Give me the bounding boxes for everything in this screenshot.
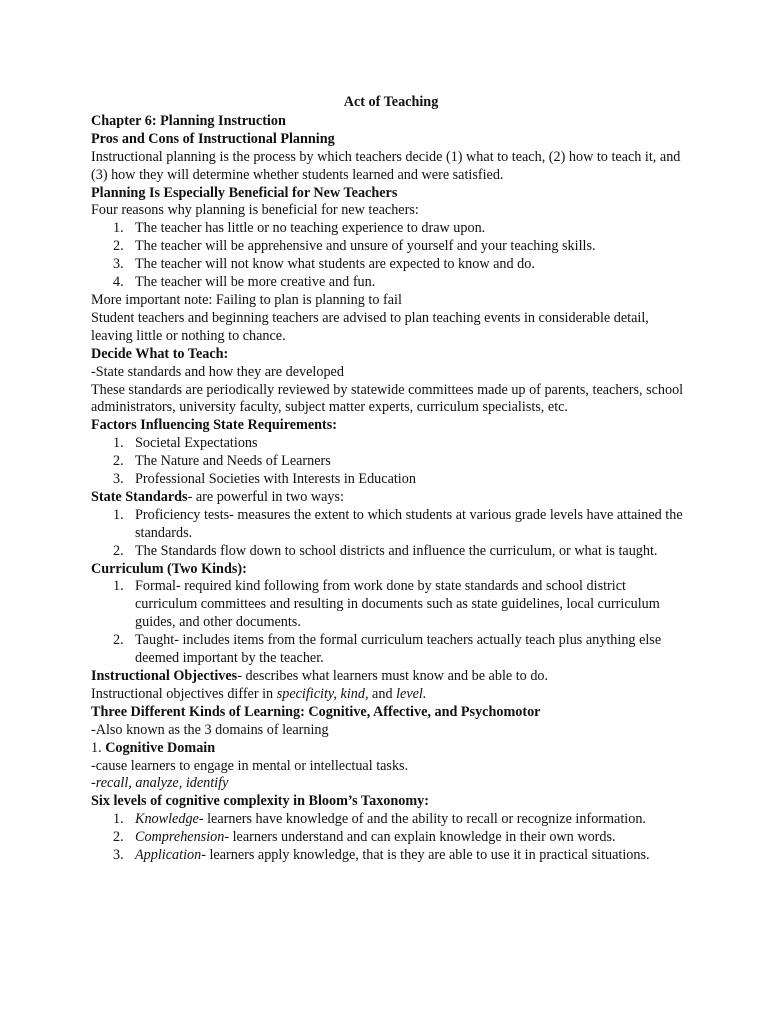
reasons-list [91,220,691,292]
list-item-text: Formal- required kind following from work done by state standards and school district curriculum committees and resulting in documents such as state guidelines, local curriculum guides, and other documents. [135,578,660,631]
list-item [91,578,691,632]
document-title: Act of Teaching [343,94,439,110]
cognitive-domain-line [91,740,691,758]
objectives-differ-italic: specificity, kind, [276,685,369,702]
objectives-paragraph [91,668,691,686]
curriculum-list [91,578,691,668]
curriculum-heading: Curriculum (Two Kinds): [91,560,247,577]
objectives-differ-line [91,686,691,704]
list-item-text: The teacher will be more creative and fun. [135,274,376,291]
list-item [91,471,691,489]
list-item [91,847,691,865]
list-item [91,435,691,453]
student-teachers-paragraph: Student teachers and beginning teachers are advised to plan teaching events in considerable detail, leaving little or nothing to chance. [91,309,649,344]
objectives-rest: - describes what learners must know and be able to do. [237,668,549,684]
document-content [91,94,691,865]
list-item [91,632,691,668]
level-desc: - learners have knowledge of and the ability to recall or recognize information. [198,811,646,828]
list-item-text: The teacher will be apprehensive and unsure of yourself and your teaching skills. [135,238,596,255]
list-number: 1. [113,506,124,523]
list-number: 2. [113,238,124,255]
standards-reviewed-paragraph: These standards are periodically reviewed by statewide committees made up of parents, teachers, school administrators, university faculty, subject matter experts, curriculum specialists, etc. [91,381,684,416]
four-reasons-text: Four reasons why planning is beneficial for new teachers: [91,202,419,219]
list-number: 1. [113,578,124,595]
list-item-text: The teacher has little or no teaching experience to draw upon. [135,220,486,237]
important-note: More important note: Failing to plan is planning to fail [91,291,402,308]
three-kinds-heading: Three Different Kinds of Learning: Cognitive, Affective, and Psychomotor [91,703,541,720]
list-number: 4. [113,274,124,291]
list-number: 3. [113,256,124,273]
list-item-text: The teacher will not know what students are expected to know and do. [135,256,535,273]
list-item [91,811,691,829]
list-number: 3. [113,471,124,488]
level-term: Knowledge [135,811,199,828]
level-desc: - learners understand and can explain knowledge in their own words. [224,829,616,846]
factors-heading: Factors Influencing State Requirements: [91,417,338,434]
list-item-text: The Standards flow down to school districts and influence the curriculum, or what is taught. [135,542,658,559]
state-standards-line: -State standards and how they are developed [91,363,344,380]
list-number: 1. [113,435,124,452]
three-domains-line: -Also known as the 3 domains of learning [91,721,329,738]
state-standards-paragraph [91,489,691,507]
level-term: Comprehension [135,829,225,846]
state-standards-term: State Standards [91,488,188,505]
list-number: 2. [113,542,124,559]
list-number: 2. [113,632,124,649]
decide-heading: Decide What to Teach: [91,345,229,362]
list-item [91,256,691,274]
list-number: 1. [113,811,124,828]
list-item-text: Taught- includes items from the formal curriculum teachers actually teach plus anything else deemed important by the teacher. [135,632,662,667]
list-item [91,274,691,292]
chapter-heading: Chapter 6: Planning Instruction [91,112,286,129]
level-term: Application [135,847,202,864]
cognitive-number: 1. [91,739,106,756]
beneficial-heading: Planning Is Especially Beneficial for New Teachers [91,184,398,201]
list-item [91,453,691,471]
levels-list [91,811,691,865]
list-item [91,543,691,561]
six-levels-heading: Six levels of cognitive complexity in Bloom’s Taxonomy: [91,793,429,810]
intro-paragraph: Instructional planning is the process by which teachers decide (1) what to teach, (2) how to teach it, and (3) how they will determine whether students learned and were satisfied. [91,148,681,183]
level-desc: - learners apply knowledge, that is they are able to use it in practical situations. [201,847,650,864]
list-number: 3. [113,847,124,864]
list-item-text: Proficiency tests- measures the extent to which students at various grade levels have attained the standards. [135,506,683,541]
objectives-differ-level: level. [396,685,427,702]
objectives-differ-text: Instructional objectives differ in [91,685,277,702]
list-item-text: Societal Expectations [135,435,258,452]
cognitive-heading: Cognitive Domain [105,739,216,756]
cognitive-desc: -cause learners to engage in mental or intellectual tasks. [91,757,409,774]
list-number: 1. [113,220,124,237]
objectives-differ-and: and [368,685,397,702]
list-item [91,507,691,543]
powerful-ways-list [91,507,691,561]
list-item [91,238,691,256]
objectives-term: Instructional Objectives [91,668,238,684]
list-number: 2. [113,829,124,846]
list-item-text: The Nature and Needs of Learners [135,453,331,470]
factors-list [91,435,691,489]
cognitive-verbs: -recall, analyze, identify [91,775,229,792]
pros-cons-heading: Pros and Cons of Instructional Planning [91,130,335,147]
list-number: 2. [113,453,124,470]
list-item [91,829,691,847]
list-item-text: Professional Societies with Interests in Education [135,471,416,488]
state-standards-rest: - are powerful in two ways: [187,488,344,505]
list-item [91,220,691,238]
